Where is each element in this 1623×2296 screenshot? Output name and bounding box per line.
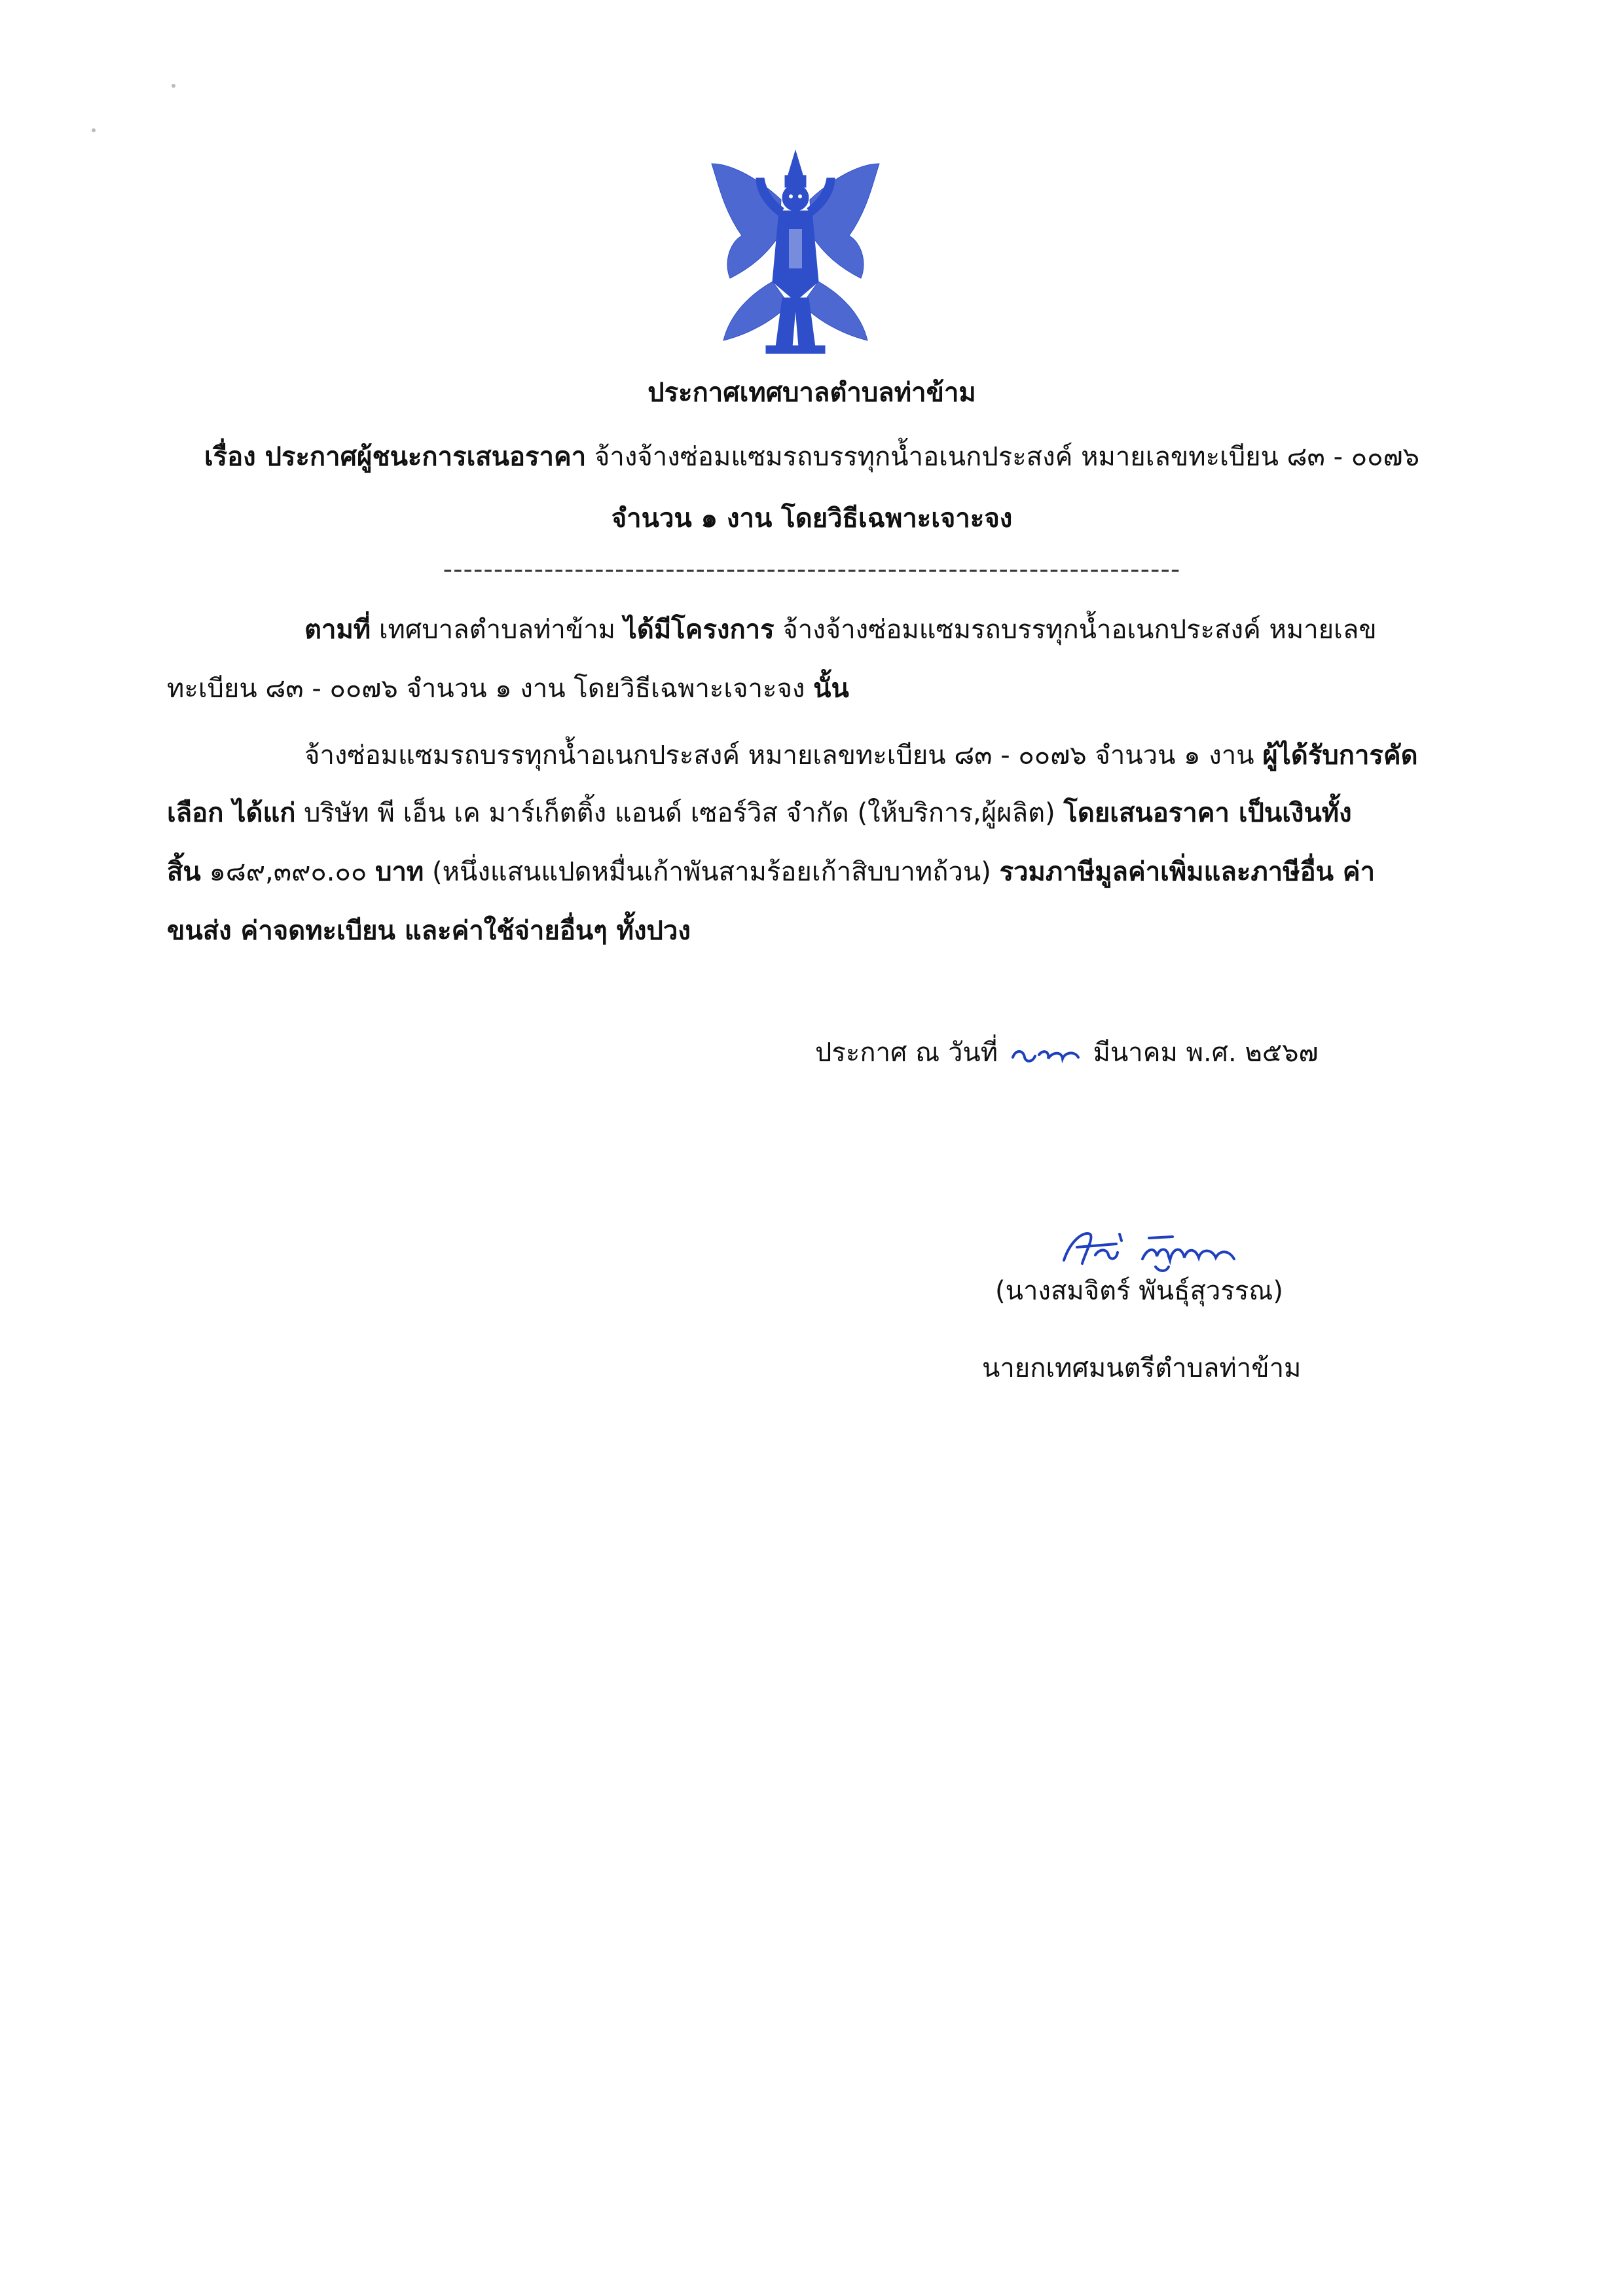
- paragraph-2-line-2-bold-2: โดยเสนอราคา เป็นเงินทั้ง: [1063, 798, 1352, 828]
- announcement-prefix: ประกาศ ณ วันที่: [815, 1038, 998, 1068]
- paragraph-2-line-3-bold-1: สิ้น: [167, 857, 201, 887]
- paragraph-1-has-project: ได้มีโครงการ: [623, 615, 775, 645]
- divider-line: -------------------------------------------------------------------------: [443, 555, 1181, 585]
- paragraph-1-lead: ตามที่: [304, 615, 371, 645]
- announcement-month-year: มีนาคม พ.ศ. ๒๕๖๗: [1084, 1038, 1319, 1068]
- paragraph-1-line-2-text: ทะเบียน ๘๓ - ๐๐๗๖ จำนวน ๑ งาน โดยวิธีเฉพาะเจาะจง: [167, 674, 814, 704]
- document-subject: [157, 437, 1467, 477]
- paragraph-2-line-2-text: บริษัท พี เอ็น เค มาร์เก็ตติ้ง แอนด์ เซอร์วิส จำกัด (ให้บริการ,ผู้ผลิต): [295, 798, 1064, 828]
- paragraph-2-line-3-bold-3: รวมภาษีมูลค่าเพิ่มและภาษีอื่น ค่า: [999, 857, 1376, 887]
- scan-speck: [172, 84, 175, 88]
- amount-in-words: (หนึ่งแสนแปดหมื่นเก้าพันสามร้อยเก้าสิบบาทถ้วน): [424, 857, 1000, 887]
- paragraph-2-line-3: [167, 852, 1375, 892]
- subject-line-2: จำนวน ๑ งาน โดยวิธีเฉพาะเจาะจง: [611, 503, 1013, 534]
- paragraph-2-line-1-text: จ้างซ่อมแซมรถบรรทุกน้ำอเนกประสงค์ หมายเลขทะเบียน ๘๓ - ๐๐๗๖ จำนวน ๑ งาน: [304, 740, 1263, 771]
- handwritten-day-mark: [1006, 1038, 1085, 1070]
- scan-speck: [92, 128, 96, 132]
- paragraph-2-line-1: [304, 736, 1418, 775]
- paragraph-1-line-2-end: นั้น: [813, 674, 849, 704]
- paragraph-1-line-2: [167, 669, 849, 708]
- subject-label: เรื่อง ประกาศผู้ชนะการเสนอราคา: [204, 442, 587, 472]
- signatory-position: นายกเทศมนตรีตำบลท่าข้าม: [982, 1353, 1302, 1383]
- paragraph-2-line-2-bold-1: เลือก ได้แก่: [167, 798, 296, 828]
- paragraph-1-org: เทศบาลตำบลท่าข้าม: [371, 615, 624, 645]
- announcement-date: [815, 1033, 1319, 1072]
- paragraph-1-line-1: [304, 610, 1377, 649]
- paragraph-2-line-3-bold-2: บาท: [375, 857, 424, 887]
- subject-text: จ้างจ้างซ่อมแซมรถบรรทุกน้ำอเนกประสงค์ หมายเลขทะเบียน ๘๓ - ๐๐๗๖: [586, 442, 1420, 472]
- garuda-emblem-icon: [704, 137, 887, 367]
- handwritten-day: [1006, 1038, 1085, 1070]
- paragraph-2-line-2: [167, 793, 1352, 833]
- paragraph-2-line-1-bold: ผู้ได้รับการคัด: [1262, 740, 1418, 771]
- contract-amount: ๑๘๙,๓๙๐.๐๐: [200, 857, 376, 887]
- handwritten-signature: [1044, 1214, 1260, 1280]
- document-title: ประกาศเทศบาลตำบลท่าข้าม: [647, 378, 976, 408]
- paragraph-1-rest: จ้างจ้างซ่อมแซมรถบรรทุกน้ำอเนกประสงค์ หมายเลข: [774, 615, 1377, 645]
- signatory-name: (นางสมจิตร์ พันธุ์สุวรรณ): [995, 1276, 1284, 1306]
- paragraph-2-line-4: ขนส่ง ค่าจดทะเบียน และค่าใช้จ่ายอื่นๆ ทั้งปวง: [167, 916, 691, 946]
